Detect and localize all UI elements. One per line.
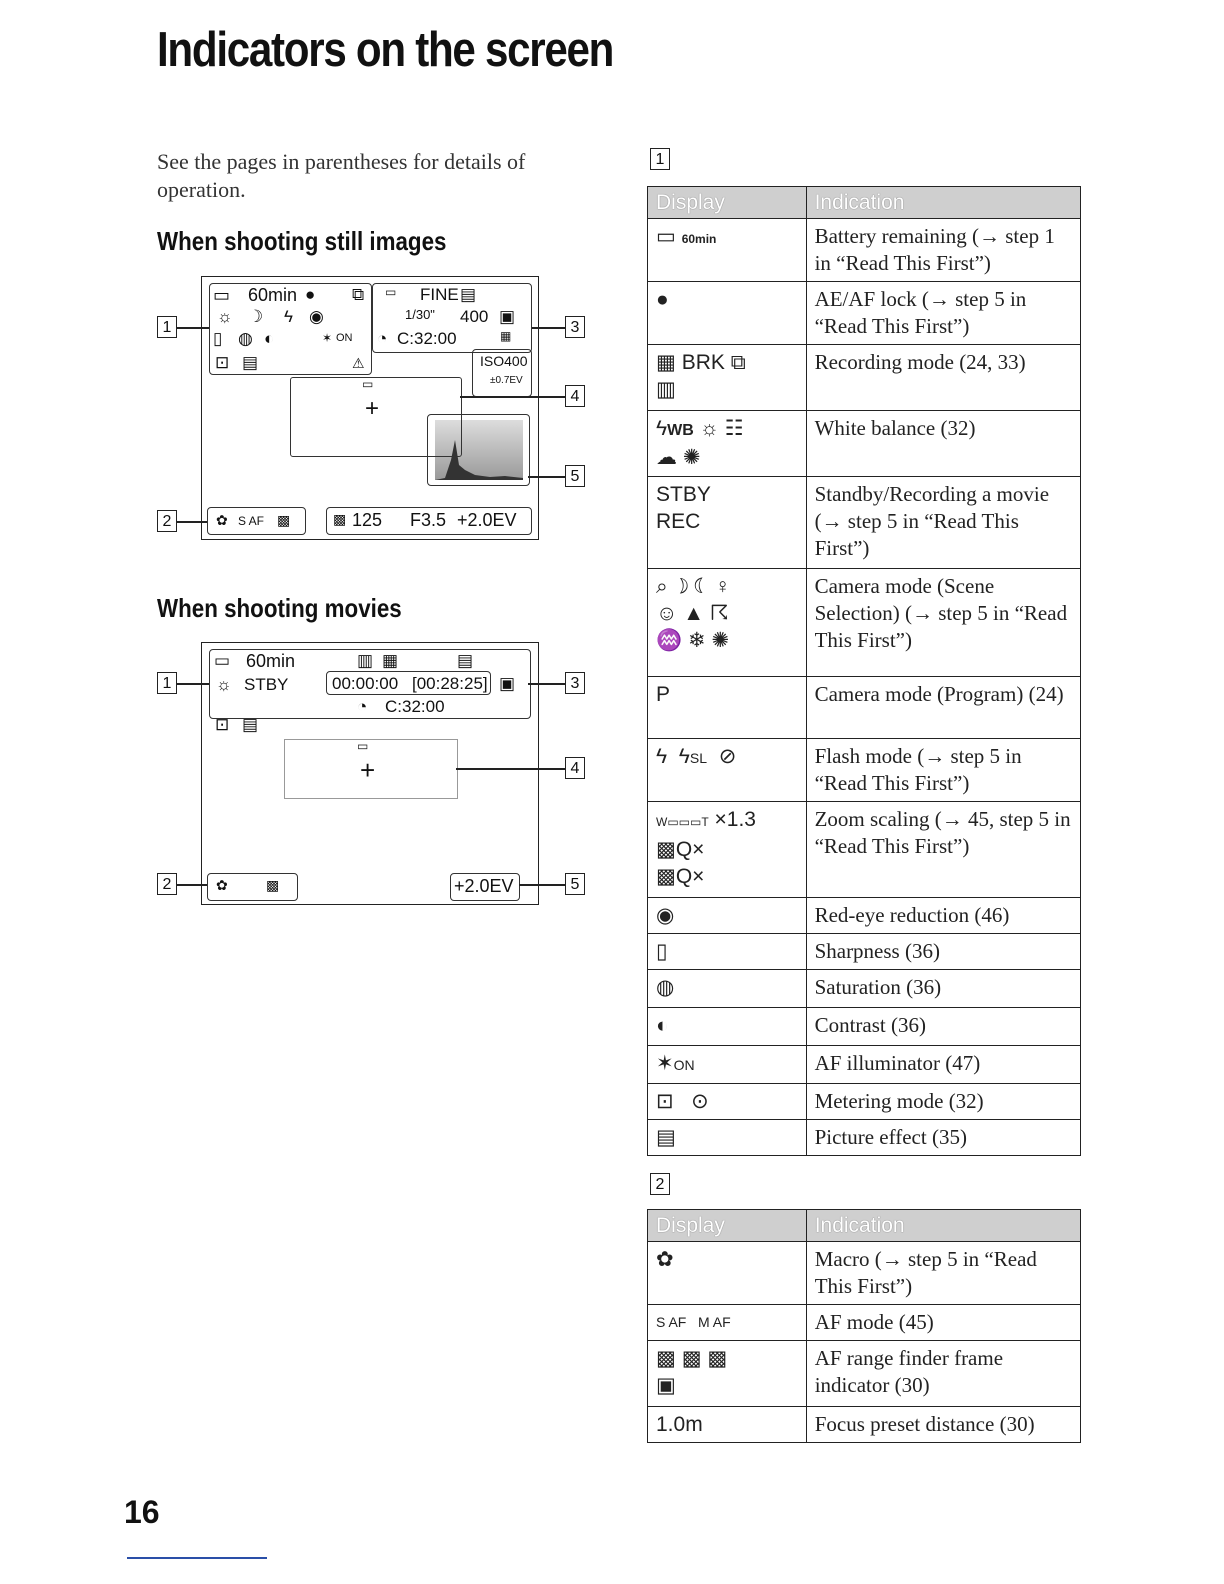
- sharpness-icon: ▯: [213, 329, 223, 348]
- table-row: [648, 1008, 1081, 1046]
- table-row: [648, 898, 1081, 934]
- table-header-row: [648, 187, 1081, 219]
- page-title: Indicators on the screen: [157, 23, 614, 77]
- image-size-icon: ▭: [385, 285, 397, 299]
- red-eye-icon: ◉: [309, 307, 324, 326]
- movie-elapsed-text: 00:00:00: [332, 674, 399, 693]
- row-display: ×1.3: [714, 808, 756, 831]
- precision-zoom-icon: ▩Q×: [656, 865, 705, 888]
- movie-lcd-diagram: [201, 642, 539, 905]
- camera-shake-icon: ▭: [362, 377, 374, 391]
- table-row: [648, 1084, 1081, 1120]
- movie-size-icon: ▦: [382, 651, 399, 670]
- table-header-row: [648, 1210, 1081, 1242]
- table-row: [648, 219, 1081, 282]
- zoom-bar-icon: W▭▭▭T: [656, 815, 709, 829]
- table2-marker: 2: [650, 1173, 670, 1195]
- multi-burst-icon: ▦: [656, 351, 676, 374]
- header-indication: Indication: [806, 187, 1080, 219]
- table-row: [648, 1120, 1081, 1156]
- still-leader-1: [177, 327, 209, 329]
- movie-timer-text: C:32:00: [385, 697, 445, 716]
- film-icon: ▥: [656, 378, 676, 401]
- movie-crosshair-icon: +: [360, 755, 376, 785]
- slow-sync-icon: ϟ: [678, 745, 690, 768]
- row-display: ●: [648, 282, 807, 345]
- movie-marker-5: 5: [565, 873, 585, 895]
- sharpness-icon: ▯: [656, 940, 668, 963]
- table-row: [648, 411, 1081, 477]
- header-display: Display: [648, 187, 807, 219]
- multi-metering-icon: ⊡: [656, 1090, 674, 1113]
- movie-marker-1: 1: [157, 672, 177, 694]
- movie-battery-text: 60min: [246, 651, 296, 671]
- still-marker-4: 4: [565, 385, 585, 407]
- flash-off-icon: ⊘: [718, 745, 737, 768]
- flash-icon: ϟ: [284, 307, 293, 326]
- movie-wb-icon: ☼: [216, 675, 232, 694]
- movie-self-timer-icon: ◔: [357, 697, 368, 716]
- table-row: [648, 1305, 1081, 1341]
- still-quality-text: FINE: [420, 285, 459, 304]
- flash-wb-icon: ϟ: [656, 417, 668, 440]
- page-number: 16: [124, 1494, 160, 1530]
- saturation-icon: ◍: [238, 329, 253, 348]
- incandescent-icon: ✺: [682, 446, 701, 469]
- row-display: ON: [673, 1057, 695, 1073]
- movie-leader-3: [528, 683, 565, 685]
- picture-effect-icon: ▤: [656, 1126, 676, 1149]
- fluorescent-icon: ☷: [724, 417, 744, 440]
- ae-lock-icon: ●: [305, 285, 316, 304]
- recording-mode-icon: ⧉: [352, 285, 365, 304]
- smart-zoom-icon: ▩Q×: [656, 838, 705, 861]
- daylight-icon: ☼: [699, 417, 719, 440]
- shake-warning-icon: ⚠: [352, 355, 365, 371]
- movie-marker-2: 2: [157, 873, 177, 895]
- still-marker-3: 3: [565, 316, 585, 338]
- soft-snap-icon: ☺: [656, 602, 678, 625]
- row-indication: Camera mode (Program) (24): [806, 677, 1080, 739]
- movie-leader-4: [456, 768, 565, 770]
- sport-icon: ☈: [709, 602, 729, 625]
- macro-icon: ✿: [216, 512, 228, 528]
- picture-effect-icon: ▤: [242, 353, 259, 372]
- still-af-mode-text: S AF: [238, 514, 265, 528]
- still-lcd-diagram: [201, 276, 539, 540]
- movie-mode-icon: ▥: [357, 651, 374, 670]
- table-row: [648, 802, 1081, 898]
- row-display: S AF M AF: [648, 1305, 807, 1341]
- still-battery-text: 60min: [248, 285, 298, 305]
- still-ev-text: +2.0EV: [457, 510, 517, 530]
- table-row: [648, 677, 1081, 739]
- self-timer-icon: ◔: [377, 329, 388, 348]
- af-range-icon: ▩: [277, 512, 291, 528]
- still-heading: When shooting still images: [157, 226, 447, 256]
- table-row: [648, 739, 1081, 802]
- movie-picture-effect-icon: ▤: [242, 715, 259, 734]
- snow-icon: ❄: [688, 629, 706, 652]
- movie-shake-icon: ▭: [357, 739, 369, 753]
- table1-marker: 1: [650, 148, 670, 170]
- flexible-spot-af-icon: ▣: [656, 1374, 676, 1397]
- scene-twilight-icon: ☽: [248, 307, 264, 326]
- row-display: WB: [667, 422, 694, 439]
- row-indication: AF range finder frame indicator (30): [806, 1341, 1080, 1407]
- still-timer-text: C:32:00: [397, 329, 457, 348]
- still-shutter-text: 1/30": [405, 307, 435, 322]
- af-illuminator-icon: ✶: [656, 1052, 674, 1075]
- still-on-label: ON: [336, 332, 353, 344]
- twilight-icon: ☽: [673, 575, 689, 598]
- header-indication: Indication: [806, 1210, 1080, 1242]
- cloudy-icon: ☁: [656, 446, 677, 469]
- af-illuminator-icon: ✶: [322, 331, 333, 345]
- still-nr-value: 125: [352, 510, 383, 530]
- table-row: [648, 477, 1081, 569]
- row-indication: AF illuminator (47): [806, 1046, 1080, 1084]
- row-indication: Metering mode (32): [806, 1084, 1080, 1120]
- row-indication: Sharpness (36): [806, 934, 1080, 970]
- still-ev-small-text: ±0.7EV: [490, 375, 523, 386]
- nr-icon: ▩: [333, 511, 347, 527]
- macro-icon: ✿: [656, 1248, 674, 1271]
- row-indication: Saturation (36): [806, 970, 1080, 1008]
- still-marker-2: 2: [157, 510, 177, 532]
- center-af-icon: ▩: [681, 1347, 702, 1370]
- movie-battery-icon: ▭: [214, 651, 231, 670]
- still-aperture-text: F3.5: [410, 510, 447, 530]
- footer-line: [127, 1557, 267, 1559]
- still-marker-1: 1: [157, 316, 177, 338]
- table-row: [648, 1046, 1081, 1084]
- movie-standby-text: STBY: [244, 675, 289, 694]
- battery-icon: ▭: [656, 225, 676, 248]
- candle-icon: ♀: [714, 575, 731, 598]
- row-indication: Contrast (36): [806, 1008, 1080, 1046]
- fireworks-icon: ✺: [711, 629, 730, 652]
- beach-icon: ♒: [656, 629, 683, 652]
- row-indication: Red-eye reduction (46): [806, 898, 1080, 934]
- contrast-icon: ◐: [264, 329, 275, 348]
- saturation-icon: ◍: [656, 976, 675, 999]
- metering-icon: ⊡: [215, 353, 230, 372]
- battery-icon: ▭: [213, 285, 231, 305]
- row-indication: Zoom scaling (→ 45, step 5 in “Read This First”): [806, 802, 1080, 898]
- still-leader-5: [528, 476, 565, 478]
- af-crosshair-icon: +: [365, 395, 380, 422]
- folder-icon: ▤: [460, 285, 477, 304]
- memory-icon: ▣: [499, 307, 516, 326]
- movie-leader-1: [177, 683, 209, 685]
- contrast-icon: ◐: [656, 1014, 669, 1037]
- table-row: [648, 1407, 1081, 1443]
- row-indication: Camera mode (Scene Selection) (→ step 5 in “Read This First”): [806, 569, 1080, 677]
- still-leader-3: [532, 327, 565, 329]
- row-indication: White balance (32): [806, 411, 1080, 477]
- row-display: 1.0m: [648, 1407, 807, 1443]
- table-row: [648, 970, 1081, 1008]
- intro-text: See the pages in parentheses for details of operation.: [157, 149, 526, 202]
- still-leader-2: [177, 521, 207, 523]
- row-indication: Battery remaining (→ step 1 in “Read This First”): [806, 219, 1080, 282]
- high-sensitivity-icon: ⌕: [656, 575, 668, 598]
- movie-marker-4: 4: [565, 757, 585, 779]
- table-row: [648, 569, 1081, 677]
- movie-macro-icon: ✿: [216, 877, 228, 893]
- header-display: Display: [648, 1210, 807, 1242]
- table-row: [648, 1341, 1081, 1407]
- burst-icon: ⧉: [730, 351, 746, 374]
- still-iso-text: ISO400: [480, 353, 528, 369]
- row-display: P: [648, 677, 807, 739]
- table-row: [648, 345, 1081, 411]
- movie-af-range-icon: ▩: [266, 877, 280, 893]
- row-display: SL: [689, 750, 708, 766]
- row-indication: Flash mode (→ step 5 in “Read This First”): [806, 739, 1080, 802]
- row-indication: Recording mode (24, 33): [806, 345, 1080, 411]
- row-indication: Macro (→ step 5 in “Read This First”): [806, 1242, 1080, 1305]
- movie-ev-text: +2.0EV: [454, 876, 514, 896]
- twilight-portrait-icon: ☾: [694, 575, 709, 598]
- indicator-table-2: [647, 1209, 1081, 1443]
- movie-leader-2: [177, 884, 207, 886]
- row-indication: AF mode (45): [806, 1305, 1080, 1341]
- table-row: [648, 1242, 1081, 1305]
- movie-metering-icon: ⊡: [215, 715, 230, 734]
- table-row: [648, 282, 1081, 345]
- still-marker-5: 5: [565, 465, 585, 487]
- movie-remaining-text: [00:28:25]: [412, 674, 488, 693]
- row-display: STBY REC: [648, 477, 807, 569]
- still-leader-4: [460, 396, 565, 398]
- row-display: 60min: [681, 232, 717, 246]
- row-indication: Picture effect (35): [806, 1120, 1080, 1156]
- movie-leader-5: [519, 884, 565, 886]
- date-icon: ▦: [500, 329, 512, 343]
- spot-metering-icon: ⊙: [691, 1090, 709, 1113]
- movie-folder-icon: ▤: [457, 651, 474, 670]
- still-count-text: 400: [460, 307, 489, 326]
- movie-marker-3: 3: [565, 672, 585, 694]
- row-indication: AE/AF lock (→ step 5 in “Read This First”): [806, 282, 1080, 345]
- movie-memory-icon: ▣: [499, 674, 516, 693]
- flash-on-icon: ϟ: [656, 745, 668, 768]
- table-row: [648, 934, 1081, 970]
- red-eye-icon: ◉: [656, 904, 675, 927]
- landscape-icon: ▲: [683, 602, 705, 625]
- multi-point-af-icon: ▩: [656, 1347, 676, 1370]
- indicator-table-1: [647, 186, 1081, 1156]
- white-balance-icon: ☼: [217, 307, 233, 326]
- row-indication: Standby/Recording a movie (→ step 5 in “Read This First”): [806, 477, 1080, 569]
- row-indication: Focus preset distance (30): [806, 1407, 1080, 1443]
- movie-heading: When shooting movies: [157, 593, 402, 623]
- spot-af-icon: ▩: [707, 1347, 728, 1370]
- row-display: BRK: [681, 351, 725, 374]
